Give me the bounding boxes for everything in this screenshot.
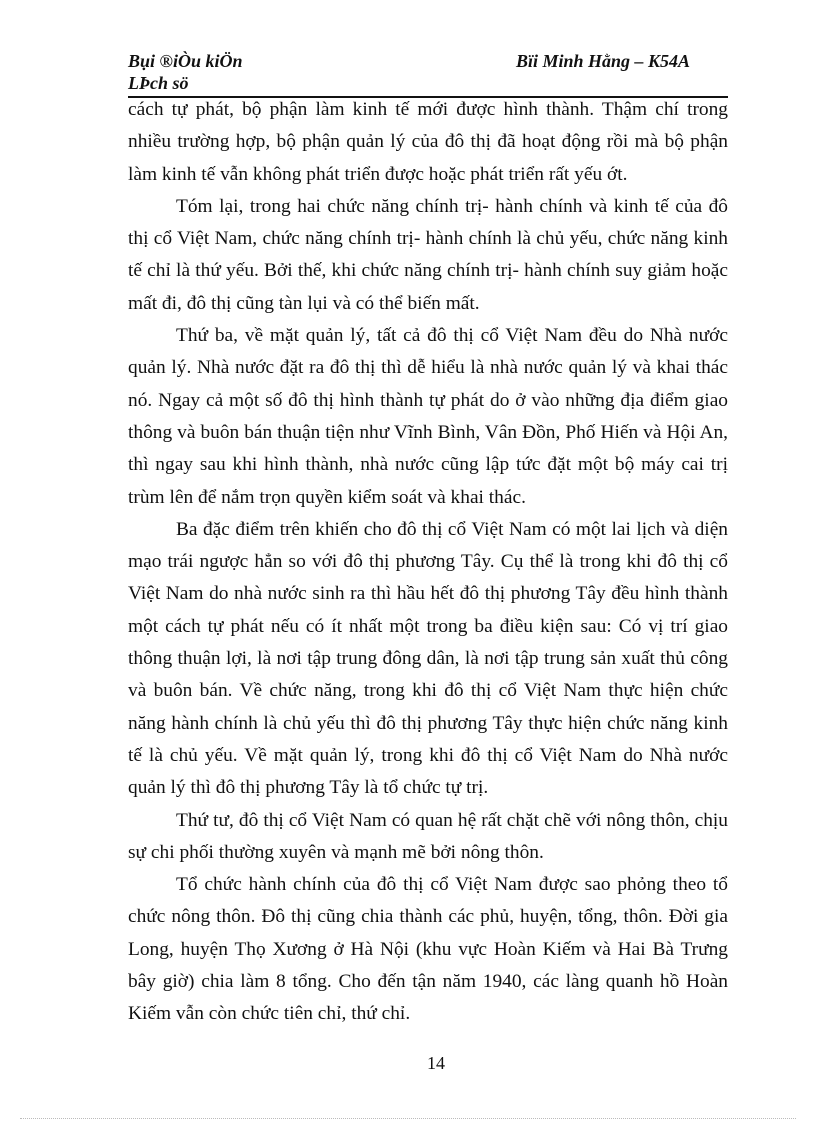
footer-divider — [20, 1118, 796, 1119]
paragraph-comparison: Ba đặc điểm trên khiến cho đô thị cổ Việt Nam có một lai lịch và diện mạo trái ngược hẳn so với đô thị phương Tây. Cụ thể là trong khi đô thị cổ Việt Nam do nhà nước sinh ra thì hầu hết đô thị phương Tây đều hình thành một cách tự phát nếu có ít nhất một trong ba điều kiện sau: Có vị trí giao thông thuận lợi, là nơi tập trung đông dân, là nơi tập trung sản xuất thủ công và buôn bán. Về chức năng, trong khi đô thị cổ Việt Nam thực hiện chức năng hành chính là chủ yếu thì đô thị phương Tây thực hiện chức năng kinh tế là chủ yếu. Về mặt quản lý, trong khi đô thị cổ Việt Nam do Nhà nước quản lý thì đô thị phương Tây là tổ chức tự trị. — [128, 518, 728, 799]
header-left-line-2: LÞch sö — [128, 73, 189, 93]
paragraph-continuation: cách tự phát, bộ phận làm kinh tế mới được hình thành. Thậm chí trong nhiều trường hợp, bộ phận quản lý của đô thị đã hoạt động rồi mà bộ phận làm kinh tế vẫn không phát triển được hoặc phát triển rất yếu ớt. — [128, 99, 728, 185]
page-number: 14 — [427, 1053, 445, 1073]
header-author: Bïi Minh Hằng – K54A — [515, 51, 690, 71]
body-text — [128, 94, 728, 1031]
header-left-line-1: Bụi ®iÒu kiÖn — [128, 51, 243, 71]
paragraph-fourth-feature: Thứ tư, đô thị cổ Việt Nam có quan hệ rất chặt chẽ với nông thôn, chịu sự chi phối thường xuyên và mạnh mẽ bởi nông thôn. — [128, 809, 728, 863]
paragraph-administration: Tổ chức hành chính của đô thị cổ Việt Nam được sao phỏng theo tổ chức nông thôn. Đô thị cũng chia thành các phủ, huyện, tổng, thôn. Đời gia Long, huyện Thọ Xương ở Hà Nội (khu vực Hoàn Kiếm và Hai Bà Trưng bây giờ) chia làm 8 tổng. Cho đến tận năm 1940, các làng quanh hồ Hoàn Kiếm vẫn còn chức tiên chỉ, thứ chỉ. — [128, 874, 728, 1025]
page-header — [128, 48, 728, 98]
paragraph-summary: Tóm lại, trong hai chức năng chính trị- hành chính và kinh tế của đô thị cổ Việt Nam, chức năng chính trị- hành chính là chủ yếu, chức năng kinh tế chỉ là thứ yếu. Bởi thế, khi chức năng chính trị- hành chính suy giảm hoặc mất đi, đô thị cũng tàn lụi và có thể biến mất. — [128, 195, 728, 314]
paragraph-third-feature: Thứ ba, về mặt quản lý, tất cả đô thị cổ Việt Nam đều do Nhà nước quản lý. Nhà nước đặt ra đô thị thì dễ hiểu là nhà nước quản lý và khai thác nó. Ngay cả một số đô thị hình thành tự phát do ở vào những địa điểm giao thông và buôn bán thuận tiện như Vĩnh Bình, Vân Đồn, Phố Hiến và Hội An, thì ngay sau khi hình thành, nhà nước cũng lập tức đặt một bộ máy cai trị trùm lên để nắm trọn quyền kiểm soát và khai thác. — [128, 325, 728, 508]
